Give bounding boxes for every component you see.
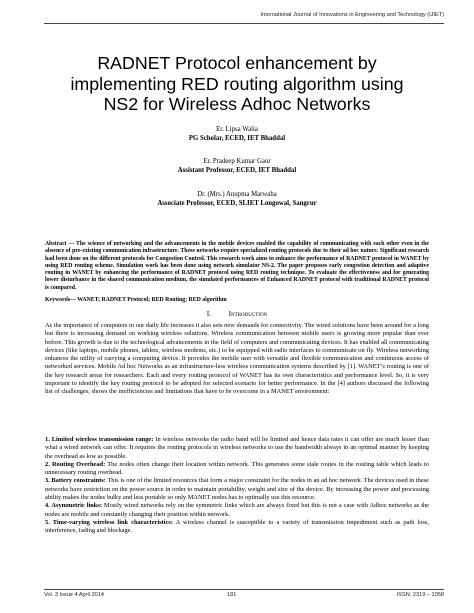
footer-issn: ISSN: 2319 – 1058 <box>396 592 444 598</box>
abstract: Abstract — The science of networking and the advancements in the mobile devices enabled the capability of communicating with each other even in the absence of pre-existing communication infrastructure. These networks require specialized routing protocols due to their ad hoc nature. Significant research had been done on the different protocols for Congestion Control. This research work aims to enhance the performance of RADNET protocol in WANET by using RED routing scheme. Simulation work has been done using network simulator NS-2. The paper proposes early congestion detection and adaptive routing in WANET by enhancing the performance of RADNET protocol using RED routing technique. To evaluate the effectiveness and for generating lower disturbance in the shared communication medium, the simulated performances of Enhanced RADNET protocol with traditional RADNET protocol is compared. <box>45 241 429 291</box>
footer-volume: Vol. 3 Issue 4 April 2014 <box>44 592 105 598</box>
list-item <box>45 477 429 502</box>
list-item-text: A wireless channel is susceptible to a variety of transmission impediment such as path loss, interference, fading and blockage. <box>45 518 430 535</box>
author-block <box>60 190 414 208</box>
keywords: Keywords— WANET; RADNET Protocol; RED Routing; RED algorithm <box>45 297 227 303</box>
author-block <box>60 157 414 175</box>
title-line: RADNET Protocol enhancement by <box>97 53 377 73</box>
list-item <box>45 519 429 536</box>
list-item-term: 2. Routing Overhead: <box>45 460 106 468</box>
section-title: Introduction <box>228 311 268 318</box>
list-item-term: 5. Time-varying wireless link characteristics: <box>45 518 173 526</box>
author-affiliation: Associate Professor, ECED, SLIET Longowal, Sangrur <box>157 200 317 207</box>
journal-header: International Journal of Innovations in Engineering and Technology (IJIET) <box>260 12 444 18</box>
author-block <box>60 125 414 143</box>
list-item-text: In wireless networks the radio band will be limited and hence data rates it can offer are much lesser than what a wired network can offer. It requires the routing protocols in wireless networks to use the bandwidth always in an optimal manner by keeping the overhead as low as possible. <box>45 436 429 460</box>
list-item-text: The nodes often change their location within network. This generates some stale routes in the routing table which leads to unnecessary routing overhead. <box>45 460 429 477</box>
challenge-list <box>45 436 429 536</box>
author-name: Er. Pradeep Kumar Gaur <box>203 158 271 165</box>
list-item-term: 4. Asymmetric links: <box>45 502 102 510</box>
title-line: implementing RED routing algorithm using <box>70 73 404 94</box>
author-affiliation: Assistant Professor, ECED, IET Bhaddal <box>177 167 297 174</box>
list-item-text: This is one of the limited resources that form a major constraint for the nodes in an ad hoc network. The devices used in these networks have restriction on the power source in order to maintain portability, weight and size of the device. By increasing the power and processing ability makes the nodes bulky and less portable so only MANET nodes has to optimally use this resource. <box>45 477 429 502</box>
list-item-term: 1. Limited wireless transmission range: <box>45 436 154 443</box>
footer-page-number: 181 <box>227 592 237 598</box>
list-item <box>45 461 429 478</box>
section-number: I. <box>206 311 211 318</box>
paper-title <box>50 53 424 115</box>
title-line: NS2 for Wireless Adhoc Networks <box>103 94 371 114</box>
list-item-text: Mostly wired networks rely on the symmetric links which are always fixed but this is not a case with Adhoc networks as the nodes are mobile and constantly changing their position within network. <box>45 502 429 518</box>
author-affiliation: PG Scholar, ECED, IET Bhaddal <box>188 135 286 142</box>
header-rule <box>44 23 444 24</box>
list-item <box>45 436 429 461</box>
author-name: Er. Lipsa Walia <box>216 126 258 133</box>
intro-paragraph: As the importance of computers in our daily life increases it also sets new demands for connectivity. The wired solutions have been around for a long but there is increasing demand on working wireless solutions. Wireless communication between mobile users is growing more popular than ever before. This growth is due to the technological advancements in the field of computers and communicating devices. It has enabled all communicating devices (like laptops, mobile phones, tablets, wireless modems, etc.) to be equipped with radio interfaces to communicate on fly. Wireless networking enhances the utility of carrying a computing device. It provides the mobile user with versatile and flexible communication and continuous access of networked services. Mobile Ad hoc Networks as an infrastructure-less wireless communication systems described by [1]. WANET’s routing is one of the key research areas for researchers. Each and every routing protocol of WANET has its own characteristics and performance level. So, it is very important to identify the key routing protocol to be adopted for selected scenario for better performance. In the [4] authors discussed the following list of challenges, shows the inefficiencies and limitations that have to be overcome in a MANET environment: <box>45 322 429 396</box>
footer-rule <box>44 589 444 590</box>
list-item-term: 3. Battery constraints: <box>45 477 106 485</box>
section-heading <box>45 311 429 318</box>
author-name: Dr. (Mrs.) Anupma Marwaha <box>197 191 277 198</box>
list-item <box>45 502 429 519</box>
